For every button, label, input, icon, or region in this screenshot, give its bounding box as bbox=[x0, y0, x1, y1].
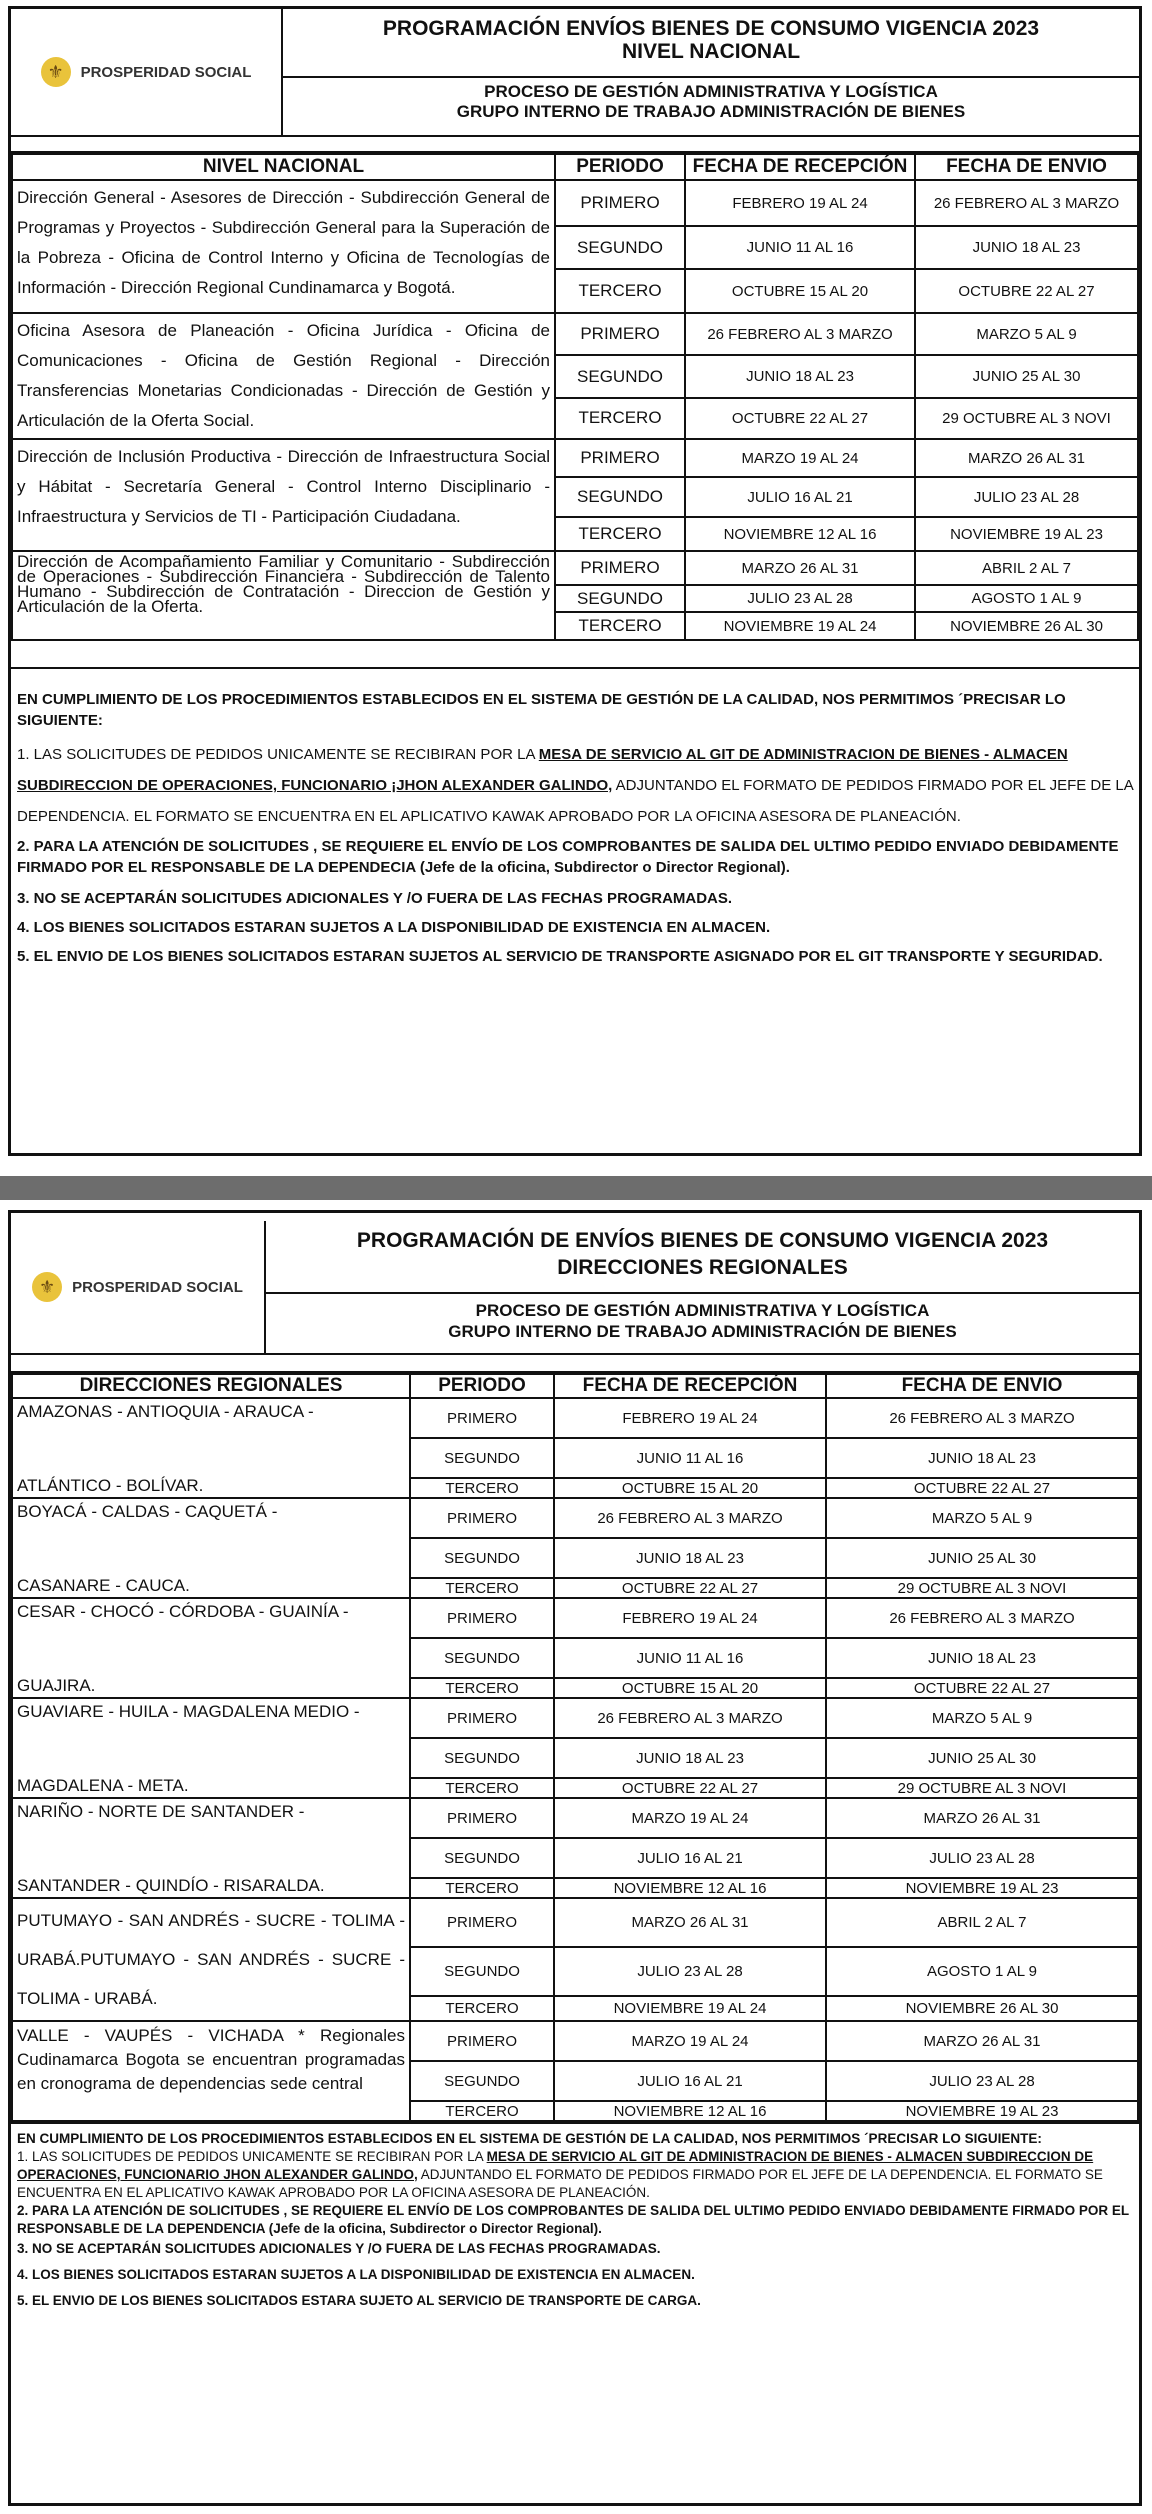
table-row bbox=[12, 1698, 1138, 1738]
region-names-continued: CASANARE - CAUCA. bbox=[17, 1576, 190, 1595]
periodo-cell: PRIMERO bbox=[410, 1898, 554, 1947]
envio-cell: 29 OCTUBRE AL 3 NOVI bbox=[826, 1578, 1138, 1598]
envio-cell: NOVIEMBRE 19 AL 23 bbox=[915, 517, 1138, 551]
note-2: 2. PARA LA ATENCIÓN DE SOLICITUDES , SE REQUIERE EL ENVÍO DE LOS COMPROBANTES DE SALIDA DEL ULTIMO PEDIDO ENVIADO DEBIDAMENTE FIRMADO POR EL RESPONSABLE DE LA DEPENDECIA (Jefe de la oficina, Subdirector o Director Regional). bbox=[17, 838, 1119, 876]
region-cell bbox=[12, 1398, 410, 1498]
recepcion-cell: JUNIO 11 AL 16 bbox=[554, 1638, 826, 1678]
region-names: GUAVIARE - HUILA - MAGDALENA MEDIO - bbox=[17, 1702, 360, 1721]
periodo-cell: TERCERO bbox=[555, 269, 685, 313]
title-line-2: NIVEL NACIONAL bbox=[621, 40, 801, 63]
note-1-text-2: ADJUNTANDO EL FORMATO DE PEDIDOS FIRMADO POR EL JEFE DE LA DEPENDENCIA. EL FORMATO SE ENCUENTRA EN EL APLICATIVO KAWAK APROBADO POR LA OFICINA ASESORA DE PLANEACIÓN. bbox=[17, 2167, 1103, 2200]
dependency-cell: Dirección de Acompañamiento Familiar y Comunitario - Subdirección de Operaciones - Subdirección Financiera - Subdirección de Talento Humano - Subdirección de Contratación - Direccion de Gestión y Articulación de la Oferta. bbox=[12, 551, 555, 640]
recepcion-cell: MARZO 26 AL 31 bbox=[554, 1898, 826, 1947]
envio-cell: ABRIL 2 AL 7 bbox=[826, 1898, 1138, 1947]
page-subtitle bbox=[266, 1292, 1139, 1353]
note-5: 5. EL ENVIO DE LOS BIENES SOLICITADOS ESTARA SUJETO AL SERVICIO DE TRANSPORTE DE CARGA. bbox=[17, 2293, 701, 2308]
periodo-cell: TERCERO bbox=[410, 1778, 554, 1798]
notes-section bbox=[11, 667, 1139, 973]
region-names: BOYACÁ - CALDAS - CAQUETÁ - bbox=[17, 1502, 278, 1521]
header-fecha-envio: FECHA DE ENVIO bbox=[915, 154, 1138, 180]
table-row bbox=[12, 551, 1138, 585]
note-2: 2. PARA LA ATENCIÓN DE SOLICITUDES , SE REQUIERE EL ENVÍO DE LOS COMPROBANTES DE SALIDA DEL ULTIMO PEDIDO ENVIADO DEBIDAMENTE FIRMADO POR EL RESPONSABLE DE LA DEPENDENCIA (Jefe de la oficina, Subdirector o Director Regional). bbox=[17, 2203, 1129, 2236]
table-row bbox=[12, 313, 1138, 355]
region-cell bbox=[12, 1698, 410, 1798]
periodo-cell: SEGUNDO bbox=[555, 477, 685, 517]
region-cell bbox=[12, 1498, 410, 1598]
header-fecha-recepcion: FECHA DE RECEPCIÓN bbox=[685, 154, 915, 180]
logo-text: PROSPERIDAD SOCIAL bbox=[72, 1278, 243, 1296]
region-names: CESAR - CHOCÓ - CÓRDOBA - GUAINÍA - bbox=[17, 1602, 349, 1621]
dependency-cell: Dirección de Inclusión Productiva - Dirección de Infraestructura Social y Hábitat - Secretaría General - Control Interno Disciplinario - Infraestructura y Servicios de TI - Participación Ciudadana. bbox=[12, 439, 555, 551]
periodo-cell: SEGUNDO bbox=[555, 226, 685, 269]
recepcion-cell: OCTUBRE 15 AL 20 bbox=[554, 1478, 826, 1498]
envio-cell: NOVIEMBRE 26 AL 30 bbox=[826, 1996, 1138, 2021]
recepcion-cell: OCTUBRE 22 AL 27 bbox=[554, 1778, 826, 1798]
recepcion-cell: 26 FEBRERO AL 3 MARZO bbox=[685, 313, 915, 355]
periodo-cell: PRIMERO bbox=[555, 439, 685, 477]
envio-cell: JULIO 23 AL 28 bbox=[826, 1838, 1138, 1878]
periodo-cell: PRIMERO bbox=[410, 1498, 554, 1538]
periodo-cell: SEGUNDO bbox=[410, 1947, 554, 1996]
envio-cell: 29 OCTUBRE AL 3 NOVI bbox=[915, 398, 1138, 439]
periodo-cell: TERCERO bbox=[555, 612, 685, 640]
sheet-header bbox=[11, 1221, 1139, 1355]
envio-cell: NOVIEMBRE 19 AL 23 bbox=[826, 1878, 1138, 1898]
note-1-text: 1. LAS SOLICITUDES DE PEDIDOS UNICAMENTE SE RECIBIRAN POR LA bbox=[17, 2149, 487, 2164]
envio-cell: MARZO 5 AL 9 bbox=[826, 1698, 1138, 1738]
envio-cell: AGOSTO 1 AL 9 bbox=[826, 1947, 1138, 1996]
recepcion-cell: JUNIO 11 AL 16 bbox=[685, 226, 915, 269]
region-cell bbox=[12, 1898, 410, 2021]
coat-of-arms-icon: ⚜ bbox=[32, 1272, 62, 1302]
envio-cell: JUNIO 18 AL 23 bbox=[915, 226, 1138, 269]
page-title bbox=[266, 1221, 1139, 1292]
region-cell bbox=[12, 2021, 410, 2121]
periodo-cell: SEGUNDO bbox=[410, 1738, 554, 1778]
region-names: VALLE - VAUPÉS - VICHADA * Regionales Cudinamarca Bogota se encuentran programadas en cronograma de dependencias sede central bbox=[17, 2026, 405, 2093]
envio-cell: JULIO 23 AL 28 bbox=[915, 477, 1138, 517]
envio-cell: MARZO 26 AL 31 bbox=[826, 2021, 1138, 2061]
region-names-continued: MAGDALENA - META. bbox=[17, 1776, 189, 1795]
recepcion-cell: JUNIO 18 AL 23 bbox=[554, 1738, 826, 1778]
region-names-continued: ATLÁNTICO - BOLÍVAR. bbox=[17, 1476, 204, 1495]
schedule-table bbox=[11, 1373, 1139, 2122]
recepcion-cell: JULIO 16 AL 21 bbox=[685, 477, 915, 517]
region-cell bbox=[12, 1598, 410, 1698]
periodo-cell: PRIMERO bbox=[555, 313, 685, 355]
recepcion-cell: OCTUBRE 22 AL 27 bbox=[554, 1578, 826, 1598]
periodo-cell: PRIMERO bbox=[555, 180, 685, 226]
region-names: PUTUMAYO - SAN ANDRÉS - SUCRE - TOLIMA - URABÁ.PUTUMAYO - SAN ANDRÉS - SUCRE - TOLIMA - URABÁ. bbox=[17, 1911, 405, 2008]
spacer bbox=[11, 137, 1139, 153]
envio-cell: JUNIO 25 AL 30 bbox=[915, 355, 1138, 397]
schedule-table bbox=[11, 153, 1139, 641]
note-1-link: MESA DE SERVICIO AL GIT DE ADMINISTRACION DE BIENES - ALMACEN SUBDIRECCION DE OPERACIONES, FUNCIONARIO ¡JHON ALEXANDER GALINDO, bbox=[17, 746, 1068, 794]
notes-section bbox=[11, 2122, 1139, 2316]
periodo-cell: SEGUNDO bbox=[555, 585, 685, 612]
recepcion-cell: OCTUBRE 15 AL 20 bbox=[554, 1678, 826, 1698]
envio-cell: JUNIO 18 AL 23 bbox=[826, 1638, 1138, 1678]
periodo-cell: PRIMERO bbox=[410, 1798, 554, 1838]
recepcion-cell: FEBRERO 19 AL 24 bbox=[554, 1398, 826, 1438]
periodo-cell: PRIMERO bbox=[410, 2021, 554, 2061]
periodo-cell: PRIMERO bbox=[410, 1598, 554, 1638]
envio-cell: JUNIO 25 AL 30 bbox=[826, 1538, 1138, 1578]
note-1-link: MESA DE SERVICIO AL GIT DE ADMINISTRACION DE BIENES - ALMACEN SUBDIRECCION DE OPERACIONES, FUNCIONARIO JHON ALEXANDER GALINDO, bbox=[17, 2149, 1094, 2182]
subtitle-line-2: GRUPO INTERNO DE TRABAJO ADMINISTRACIÓN DE BIENES bbox=[456, 102, 966, 121]
subtitle-line-1: PROCESO DE GESTIÓN ADMINISTRATIVA Y LOGÍSTICA bbox=[484, 82, 938, 101]
recepcion-cell: MARZO 26 AL 31 bbox=[685, 551, 915, 585]
recepcion-cell: JUNIO 11 AL 16 bbox=[554, 1438, 826, 1478]
subtitle-line-2: GRUPO INTERNO DE TRABAJO ADMINISTRACIÓN DE BIENES bbox=[448, 1322, 957, 1341]
table-row bbox=[12, 1598, 1138, 1638]
recepcion-cell: OCTUBRE 22 AL 27 bbox=[685, 398, 915, 439]
envio-cell: 26 FEBRERO AL 3 MARZO bbox=[826, 1398, 1138, 1438]
region-cell bbox=[12, 1798, 410, 1898]
notes-intro: EN CUMPLIMIENTO DE LOS PROCEDIMIENTOS ESTABLECIDOS EN EL SISTEMA DE GESTIÓN DE LA CALIDAD, NOS PERMITIMOS ´PRECISAR LO SIGUIENTE: bbox=[17, 2131, 1042, 2146]
recepcion-cell: NOVIEMBRE 19 AL 24 bbox=[554, 1996, 826, 2021]
table-row bbox=[12, 180, 1138, 226]
note-1 bbox=[17, 739, 1133, 832]
recepcion-cell: 26 FEBRERO AL 3 MARZO bbox=[554, 1498, 826, 1538]
coat-of-arms-icon: ⚜ bbox=[41, 57, 71, 87]
periodo-cell: SEGUNDO bbox=[410, 1638, 554, 1678]
envio-cell: MARZO 5 AL 9 bbox=[826, 1498, 1138, 1538]
envio-cell: NOVIEMBRE 19 AL 23 bbox=[826, 2101, 1138, 2121]
region-names-continued: SANTANDER - QUINDÍO - RISARALDA. bbox=[17, 1876, 325, 1895]
envio-cell: MARZO 26 AL 31 bbox=[826, 1798, 1138, 1838]
recepcion-cell: JULIO 23 AL 28 bbox=[554, 1947, 826, 1996]
periodo-cell: TERCERO bbox=[410, 1878, 554, 1898]
recepcion-cell: MARZO 19 AL 24 bbox=[685, 439, 915, 477]
periodo-cell: SEGUNDO bbox=[410, 2061, 554, 2101]
note-3: 3. NO SE ACEPTARÁN SOLICITUDES ADICIONALES Y /O FUERA DE LAS FECHAS PROGRAMADAS. bbox=[17, 890, 733, 907]
note-3: 3. NO SE ACEPTARÁN SOLICITUDES ADICIONALES Y /O FUERA DE LAS FECHAS PROGRAMADAS. bbox=[17, 2241, 661, 2256]
nivel-nacional-sheet bbox=[8, 6, 1142, 1156]
region-names: NARIÑO - NORTE DE SANTANDER - bbox=[17, 1802, 305, 1821]
recepcion-cell: JUNIO 18 AL 23 bbox=[685, 355, 915, 397]
recepcion-cell: NOVIEMBRE 12 AL 16 bbox=[554, 2101, 826, 2121]
envio-cell: ABRIL 2 AL 7 bbox=[915, 551, 1138, 585]
recepcion-cell: FEBRERO 19 AL 24 bbox=[685, 180, 915, 226]
periodo-cell: TERCERO bbox=[410, 1678, 554, 1698]
title-line-1: PROGRAMACIÓN ENVÍOS BIENES DE CONSUMO VIGENCIA 2023 bbox=[382, 17, 1040, 40]
table-row bbox=[12, 2021, 1138, 2061]
periodo-cell: SEGUNDO bbox=[555, 355, 685, 397]
envio-cell: JUNIO 18 AL 23 bbox=[826, 1438, 1138, 1478]
note-1-text: 1. LAS SOLICITUDES DE PEDIDOS UNICAMENTE SE RECIBIRAN POR LA bbox=[17, 746, 539, 763]
header-periodo: PERIODO bbox=[555, 154, 685, 180]
periodo-cell: TERCERO bbox=[555, 398, 685, 439]
table-row bbox=[12, 1398, 1138, 1438]
envio-cell: JUNIO 25 AL 30 bbox=[826, 1738, 1138, 1778]
logo-text: PROSPERIDAD SOCIAL bbox=[80, 63, 252, 81]
note-4: 4. LOS BIENES SOLICITADOS ESTARAN SUJETOS A LA DISPONIBILIDAD DE EXISTENCIA EN ALMACEN. bbox=[17, 2267, 695, 2282]
header-fecha-recepcion: FECHA DE RECEPCIÓN bbox=[554, 1374, 826, 1398]
header-nivel-nacional: NIVEL NACIONAL bbox=[12, 154, 555, 180]
header-fecha-envio: FECHA DE ENVIO bbox=[826, 1374, 1138, 1398]
subtitle-line-1: PROCESO DE GESTIÓN ADMINISTRATIVA Y LOGÍSTICA bbox=[475, 1301, 930, 1320]
direcciones-regionales-sheet bbox=[8, 1210, 1142, 2506]
recepcion-cell: NOVIEMBRE 19 AL 24 bbox=[685, 612, 915, 640]
logo bbox=[11, 9, 283, 135]
recepcion-cell: 26 FEBRERO AL 3 MARZO bbox=[554, 1698, 826, 1738]
periodo-cell: PRIMERO bbox=[555, 551, 685, 585]
dependency-cell: Dirección General - Asesores de Dirección - Subdirección General de Programas y Proyectos - Subdirección General para la Superación de la Pobreza - Oficina de Control Interno y Oficina de Tecnologías de Información - Dirección Regional Cundinamarca y Bogotá. bbox=[12, 180, 555, 313]
table-row bbox=[12, 1898, 1138, 1947]
envio-cell: MARZO 26 AL 31 bbox=[915, 439, 1138, 477]
envio-cell: MARZO 5 AL 9 bbox=[915, 313, 1138, 355]
periodo-cell: TERCERO bbox=[410, 1478, 554, 1498]
header-periodo: PERIODO bbox=[410, 1374, 554, 1398]
envio-cell: OCTUBRE 22 AL 27 bbox=[915, 269, 1138, 313]
periodo-cell: SEGUNDO bbox=[410, 1538, 554, 1578]
envio-cell: NOVIEMBRE 26 AL 30 bbox=[915, 612, 1138, 640]
recepcion-cell: JULIO 16 AL 21 bbox=[554, 1838, 826, 1878]
title-line-2: DIRECCIONES REGIONALES bbox=[557, 1256, 848, 1279]
envio-cell: AGOSTO 1 AL 9 bbox=[915, 585, 1138, 612]
header-direcciones-regionales: DIRECCIONES REGIONALES bbox=[12, 1374, 410, 1398]
periodo-cell: TERCERO bbox=[410, 1996, 554, 2021]
note-4: 4. LOS BIENES SOLICITADOS ESTARAN SUJETOS A LA DISPONIBILIDAD DE EXISTENCIA EN ALMACEN. bbox=[17, 919, 771, 936]
logo bbox=[11, 1221, 266, 1353]
table-row bbox=[12, 1798, 1138, 1838]
table-row bbox=[12, 1498, 1138, 1538]
notes-intro: EN CUMPLIMIENTO DE LOS PROCEDIMIENTOS ESTABLECIDOS EN EL SISTEMA DE GESTIÓN DE LA CALIDAD, NOS PERMITIMOS ´PRECISAR LO SIGUIENTE: bbox=[17, 691, 1066, 729]
recepcion-cell: MARZO 19 AL 24 bbox=[554, 1798, 826, 1838]
envio-cell: 29 OCTUBRE AL 3 NOVI bbox=[826, 1778, 1138, 1798]
recepcion-cell: NOVIEMBRE 12 AL 16 bbox=[685, 517, 915, 551]
recepcion-cell: JULIO 23 AL 28 bbox=[685, 585, 915, 612]
dependency-cell: Oficina Asesora de Planeación - Oficina Jurídica - Oficina de Comunicaciones - Oficina de Gestión Regional - Dirección Transferencias Monetarias Condicionadas - Dirección de Gestión y Articulación de la Oferta Social. bbox=[12, 313, 555, 439]
recepcion-cell: MARZO 19 AL 24 bbox=[554, 2021, 826, 2061]
title-line-1: PROGRAMACIÓN DE ENVÍOS BIENES DE CONSUMO VIGENCIA 2023 bbox=[356, 1229, 1049, 1252]
periodo-cell: TERCERO bbox=[555, 517, 685, 551]
note-5: 5. EL ENVIO DE LOS BIENES SOLICITADOS ESTARAN SUJETOS AL SERVICIO DE TRANSPORTE ASIGNADO POR EL GIT TRANSPORTE Y SEGURIDAD. bbox=[17, 948, 1103, 965]
recepcion-cell: FEBRERO 19 AL 24 bbox=[554, 1598, 826, 1638]
recepcion-cell: JUNIO 18 AL 23 bbox=[554, 1538, 826, 1578]
recepcion-cell: JULIO 16 AL 21 bbox=[554, 2061, 826, 2101]
envio-cell: 26 FEBRERO AL 3 MARZO bbox=[826, 1598, 1138, 1638]
table-row bbox=[12, 439, 1138, 477]
recepcion-cell: NOVIEMBRE 12 AL 16 bbox=[554, 1878, 826, 1898]
recepcion-cell: OCTUBRE 15 AL 20 bbox=[685, 269, 915, 313]
page-separator bbox=[0, 1176, 1152, 1200]
periodo-cell: PRIMERO bbox=[410, 1398, 554, 1438]
periodo-cell: SEGUNDO bbox=[410, 1838, 554, 1878]
periodo-cell: TERCERO bbox=[410, 1578, 554, 1598]
page-subtitle bbox=[283, 76, 1139, 135]
note-1-text-2: ADJUNTANDO EL FORMATO DE PEDIDOS FIRMADO POR EL JEFE DE LA DEPENDENCIA. EL FORMATO SE ENCUENTRA EN EL APLICATIVO KAWAK APROBADO POR LA OFICINA ASESORA DE PLANEACIÓN. bbox=[17, 777, 1133, 825]
envio-cell: OCTUBRE 22 AL 27 bbox=[826, 1678, 1138, 1698]
periodo-cell: TERCERO bbox=[410, 2101, 554, 2121]
region-names: AMAZONAS - ANTIOQUIA - ARAUCA - bbox=[17, 1402, 314, 1421]
periodo-cell: SEGUNDO bbox=[410, 1438, 554, 1478]
envio-cell: JULIO 23 AL 28 bbox=[826, 2061, 1138, 2101]
envio-cell: OCTUBRE 22 AL 27 bbox=[826, 1478, 1138, 1498]
note-1 bbox=[17, 2148, 1133, 2202]
envio-cell: 26 FEBRERO AL 3 MARZO bbox=[915, 180, 1138, 226]
sheet-header bbox=[11, 9, 1139, 137]
periodo-cell: PRIMERO bbox=[410, 1698, 554, 1738]
page-title bbox=[283, 9, 1139, 76]
spacer bbox=[11, 1355, 1139, 1373]
region-names-continued: GUAJIRA. bbox=[17, 1676, 96, 1695]
